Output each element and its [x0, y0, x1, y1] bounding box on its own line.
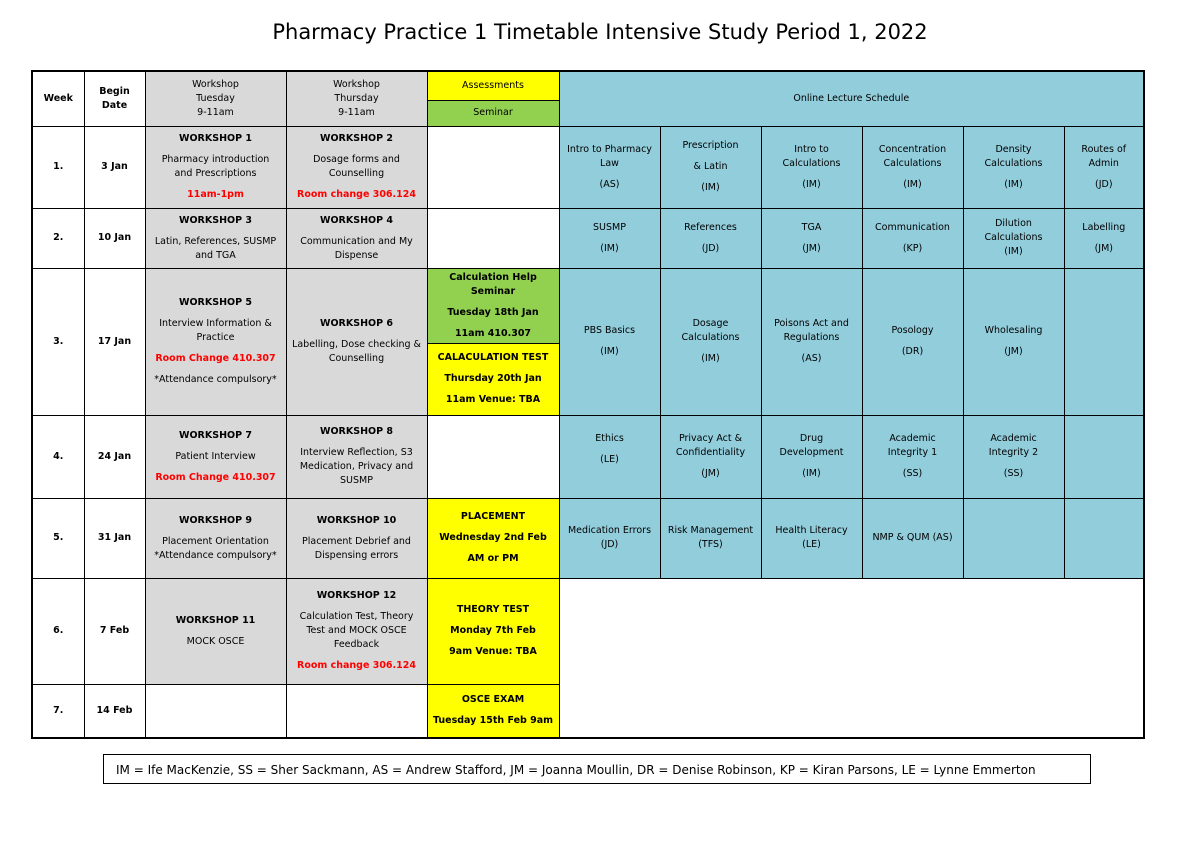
- week-number: 6.: [32, 578, 84, 684]
- workshop-cell: WORKSHOP 7 Patient Interview Room Change 410.307: [145, 415, 286, 498]
- week-row: [32, 684, 1144, 738]
- workshop-cell: WORKSHOP 1 Pharmacy introduction and Prescriptions 11am-1pm: [145, 126, 286, 208]
- lecture-cell: Privacy Act & Confidentiality (JM): [660, 415, 761, 498]
- lecture-cell: Posology (DR): [862, 268, 963, 415]
- header-begin-date: Begin Date: [84, 71, 145, 126]
- staff-legend: IM = Ife MacKenzie, SS = Sher Sackmann, AS = Andrew Stafford, JM = Joanna Moullin, DR = Denise Robinson, KP = Kiran Parsons, LE = Lynne Emmerton: [103, 754, 1091, 784]
- header-workshop-tuesday: Workshop Tuesday 9-11am: [145, 71, 286, 126]
- lecture-cell: References (JD): [660, 208, 761, 268]
- empty-lecture-area: [559, 684, 1144, 738]
- page-title: Pharmacy Practice 1 Timetable Intensive Study Period 1, 2022: [272, 20, 928, 44]
- week-row: [32, 415, 1144, 498]
- lecture-cell: Risk Management (TFS): [660, 498, 761, 578]
- begin-date: 31 Jan: [84, 498, 145, 578]
- lecture-cell: SUSMP (IM): [559, 208, 660, 268]
- lecture-cell: Wholesaling (JM): [963, 268, 1064, 415]
- lecture-cell: Routes of Admin (JD): [1064, 126, 1144, 208]
- begin-date: 17 Jan: [84, 268, 145, 415]
- workshop-cell: WORKSHOP 5 Interview Information & Practice Room Change 410.307 *Attendance compulsory*: [145, 268, 286, 415]
- workshop-cell: WORKSHOP 2 Dosage forms and Counselling Room change 306.124: [286, 126, 427, 208]
- begin-date: 24 Jan: [84, 415, 145, 498]
- header-week: Week: [32, 71, 84, 126]
- lecture-cell: Concentration Calculations (IM): [862, 126, 963, 208]
- week-row: [32, 578, 1144, 684]
- workshop-cell: WORKSHOP 11 MOCK OSCE: [145, 578, 286, 684]
- week-row: [32, 498, 1144, 578]
- lecture-cell: Dilution Calculations (IM): [963, 208, 1064, 268]
- workshop-cell: WORKSHOP 4 Communication and My Dispense: [286, 208, 427, 268]
- lecture-cell: Dosage Calculations (IM): [660, 268, 761, 415]
- begin-date: 3 Jan: [84, 126, 145, 208]
- assessment-cell: [427, 208, 559, 268]
- week-row: [32, 208, 1144, 268]
- workshop-cell: WORKSHOP 12 Calculation Test, Theory Test and MOCK OSCE Feedback Room change 306.124: [286, 578, 427, 684]
- week-number: 7.: [32, 684, 84, 738]
- week-row: [32, 268, 1144, 343]
- lecture-cell: NMP & QUM (AS): [862, 498, 963, 578]
- lecture-cell: Health Literacy (LE): [761, 498, 862, 578]
- lecture-cell: Academic Integrity 1 (SS): [862, 415, 963, 498]
- assessment-cell: [427, 126, 559, 208]
- workshop-cell: WORKSHOP 10 Placement Debrief and Dispensing errors: [286, 498, 427, 578]
- workshop-cell: WORKSHOP 3 Latin, References, SUSMP and TGA: [145, 208, 286, 268]
- assessment-cell: OSCE EXAM Tuesday 15th Feb 9am: [427, 684, 559, 738]
- workshop-cell: WORKSHOP 9 Placement Orientation *Attendance compulsory*: [145, 498, 286, 578]
- workshop-cell: WORKSHOP 6 Labelling, Dose checking & Counselling: [286, 268, 427, 415]
- lecture-cell: [1064, 268, 1144, 415]
- header-assessments: Assessments: [427, 71, 559, 100]
- week-number: 5.: [32, 498, 84, 578]
- lecture-cell: PBS Basics (IM): [559, 268, 660, 415]
- assessment-cell: [427, 415, 559, 498]
- begin-date: 10 Jan: [84, 208, 145, 268]
- lecture-cell: Density Calculations (IM): [963, 126, 1064, 208]
- header-workshop-thursday: Workshop Thursday 9-11am: [286, 71, 427, 126]
- lecture-cell: Prescription & Latin (IM): [660, 126, 761, 208]
- workshop-cell: [145, 684, 286, 738]
- lecture-cell: TGA (JM): [761, 208, 862, 268]
- assessment-cell: PLACEMENT Wednesday 2nd Feb AM or PM: [427, 498, 559, 578]
- header-online-lecture-schedule: Online Lecture Schedule: [559, 71, 1144, 126]
- lecture-cell: Medication Errors (JD): [559, 498, 660, 578]
- begin-date: 14 Feb: [84, 684, 145, 738]
- lecture-cell: Poisons Act and Regulations (AS): [761, 268, 862, 415]
- seminar-cell: Calculation Help Seminar Tuesday 18th Jan 11am 410.307: [427, 268, 559, 343]
- empty-lecture-area: [559, 578, 1144, 684]
- week-number: 2.: [32, 208, 84, 268]
- week-number: 3.: [32, 268, 84, 415]
- header-seminar: Seminar: [427, 100, 559, 126]
- week-row: [32, 126, 1144, 208]
- timetable: [31, 70, 1145, 739]
- lecture-cell: Academic Integrity 2 (SS): [963, 415, 1064, 498]
- lecture-cell: [1064, 415, 1144, 498]
- week-number: 4.: [32, 415, 84, 498]
- week-number: 1.: [32, 126, 84, 208]
- lecture-cell: Ethics (LE): [559, 415, 660, 498]
- assessment-cell: CALACULATION TEST Thursday 20th Jan 11am Venue: TBA: [427, 343, 559, 415]
- lecture-cell: Intro to Pharmacy Law (AS): [559, 126, 660, 208]
- workshop-cell: WORKSHOP 8 Interview Reflection, S3 Medication, Privacy and SUSMP: [286, 415, 427, 498]
- lecture-cell: [963, 498, 1064, 578]
- lecture-cell: Intro to Calculations (IM): [761, 126, 862, 208]
- begin-date: 7 Feb: [84, 578, 145, 684]
- lecture-cell: Drug Development (IM): [761, 415, 862, 498]
- lecture-cell: Communication (KP): [862, 208, 963, 268]
- lecture-cell: [1064, 498, 1144, 578]
- assessment-cell: THEORY TEST Monday 7th Feb 9am Venue: TBA: [427, 578, 559, 684]
- workshop-cell: [286, 684, 427, 738]
- lecture-cell: Labelling (JM): [1064, 208, 1144, 268]
